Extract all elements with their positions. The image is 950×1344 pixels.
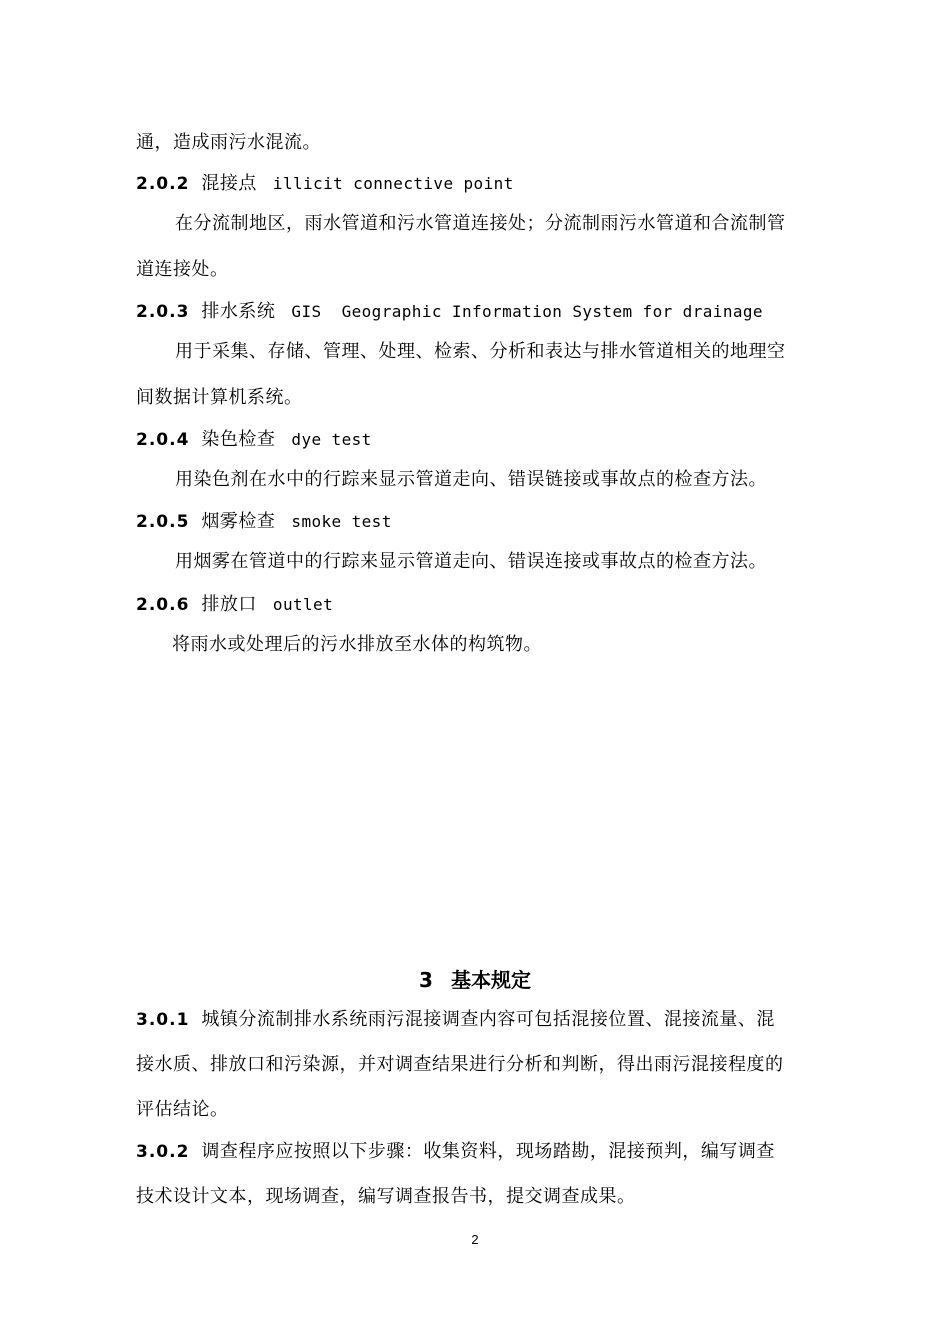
term-name: 混接点 [201, 173, 257, 194]
term-definition: 用染色剂在水中的行踪来显示管道走向、错误链接或事故点的检查方法。 [175, 469, 767, 490]
clause-number: 3.0.1 [136, 1010, 190, 1030]
continuation-text: 通，造成雨污水混流。 [136, 132, 321, 153]
term-name: 排水系统 [201, 301, 276, 322]
term-english: illicit connective point [272, 174, 514, 193]
term-number: 2.0.3 [136, 302, 190, 322]
term-definition: 用烟雾在管道中的行踪来显示管道走向、错误连接或事故点的检查方法。 [175, 551, 767, 572]
term-english: GIS Geographic Information System for drainage [291, 302, 763, 321]
section-number: 3 [419, 968, 433, 992]
term-heading [136, 172, 514, 196]
term-heading [136, 510, 392, 534]
term-number: 2.0.2 [136, 174, 190, 194]
section-title: 基本规定 [450, 968, 531, 992]
clause-number: 3.0.2 [136, 1142, 190, 1162]
page-number: 2 [471, 1232, 479, 1247]
term-number: 2.0.4 [136, 430, 190, 450]
clause-text: 调查程序应按照以下步骤：收集资料，现场踏勘，混接预判，编写调查 [201, 1141, 775, 1162]
term-english: dye test [291, 430, 372, 449]
term-number: 2.0.5 [136, 512, 190, 532]
term-name: 排放口 [201, 594, 257, 615]
term-name: 烟雾检查 [201, 511, 276, 532]
clause-text: 城镇分流制排水系统雨污混接调查内容可包括混接位置、混接流量、混 [201, 1009, 775, 1030]
term-definition: 在分流制地区，雨水管道和污水管道连接处；分流制雨污水管道和合流制管 [175, 213, 786, 234]
term-definition: 将雨水或处理后的污水排放至水体的构筑物。 [172, 634, 542, 655]
clause-line: 接水质、排放口和污染源，并对调查结果进行分析和判断，得出雨污混接程度的 [136, 1054, 784, 1075]
term-english: smoke test [291, 512, 392, 531]
term-definition: 用于采集、存储、管理、处理、检索、分析和表达与排水管道相关的地理空 [175, 341, 786, 362]
term-heading [136, 300, 763, 324]
clause-line [136, 1008, 775, 1032]
clause-line: 评估结论。 [136, 1099, 229, 1120]
clause-line: 技术设计文本，现场调查，编写调查报告书，提交调查成果。 [136, 1186, 636, 1207]
term-definition: 道连接处。 [136, 259, 229, 280]
clause-line [136, 1140, 775, 1164]
section-heading [0, 964, 950, 993]
term-heading [136, 428, 372, 452]
term-number: 2.0.6 [136, 595, 190, 615]
term-heading [136, 593, 333, 617]
term-english: outlet [272, 595, 334, 614]
term-definition: 间数据计算机系统。 [136, 387, 303, 408]
term-name: 染色检查 [201, 429, 276, 450]
